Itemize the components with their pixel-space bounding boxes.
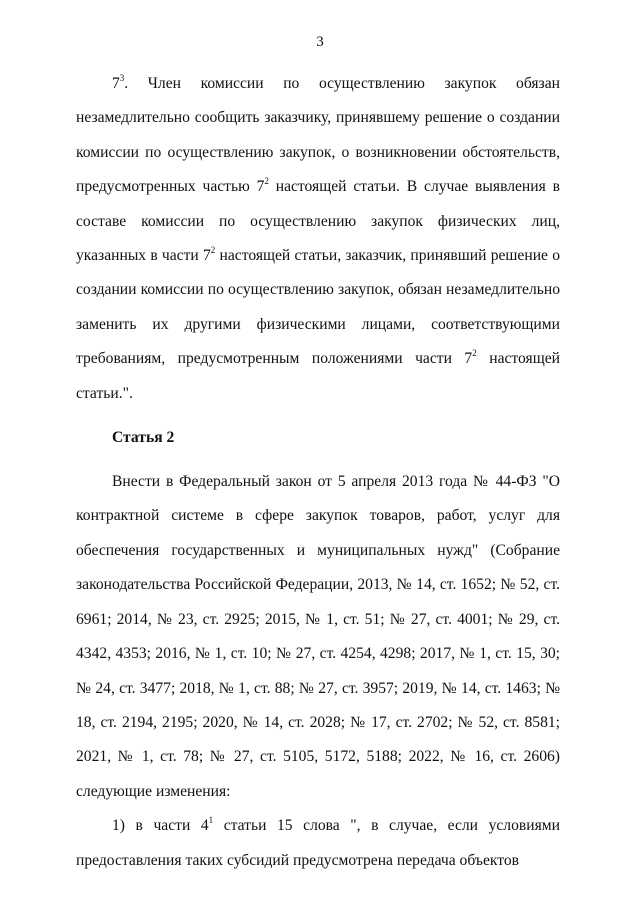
article-heading: Статья 2 bbox=[112, 429, 175, 447]
paragraph-text: статьи 15 слова ", в случае, если условиями предоставления таких субсидий предусмотрена передача объектов bbox=[76, 817, 560, 869]
paragraph-number: 7 bbox=[112, 75, 120, 92]
superscript: 2 bbox=[264, 176, 269, 187]
paragraph-text: настоящей статьи.". bbox=[76, 350, 560, 402]
paragraph-text: . Член комиссии по осуществлению закупок обязан незамедлительно сообщить заказчику, принявшему решение о создании комиссии по осуществлению закупок, о возникновении обстоятельств, предусмотренных частью 7 bbox=[76, 75, 560, 196]
article-2-intro-paragraph: Внести в Федеральный закон от 5 апреля 2013 года № 44-ФЗ "О контрактной системе в сфере закупок товаров, работ, услуг для обеспечения государственных и муниципальных нужд" (Собрание законодательства Российской Федерации, 2013, № 14, ст. 1652; № 52, ст. 6961; 2014, № 23, ст. 2925; 2015, № 1, ст. 51; № 27, ст. 4001; № 29, ст. 4342, 4353; 2016, № 1, ст. 10; № 27, ст. 4254, 4298; 2017, № 1, ст. 15, 30; № 24, ст. 3477; 2018, № 1, ст. 88; № 27, ст. 3957; 2019, № 14, ст. 1463; № 18, ст. 2194, 2195; 2020, № 14, ст. 2028; № 17, ст. 2702; № 52, ст. 8581; 2021, № 1, ст. 78; № 27, ст. 5105, 5172, 5188; 2022, № 16, ст. 2606) следующие изменения: bbox=[76, 473, 560, 800]
paragraph-text: настоящей статьи, заказчик, принявший решение о создании комиссии по осуществлению закупок, обязан незамедлительно заменить их другими физическими лицами, соответствующими требованиям, предусмотренным положениями части 7 bbox=[76, 247, 560, 368]
paragraph-text: 1) в части 4 bbox=[112, 817, 209, 835]
paragraph-7-3 bbox=[76, 67, 560, 411]
document-body bbox=[76, 67, 560, 878]
page-number: 3 bbox=[316, 34, 324, 50]
superscript: 3 bbox=[119, 73, 125, 83]
superscript: 1 bbox=[208, 815, 214, 826]
paragraph-text: настоящей статьи. В случае выявления в составе комиссии по осуществлению закупок физических лиц, указанных в части 7 bbox=[76, 178, 560, 265]
superscript: 2 bbox=[472, 348, 477, 359]
amendment-1-paragraph bbox=[76, 809, 560, 878]
superscript: 2 bbox=[210, 245, 216, 256]
